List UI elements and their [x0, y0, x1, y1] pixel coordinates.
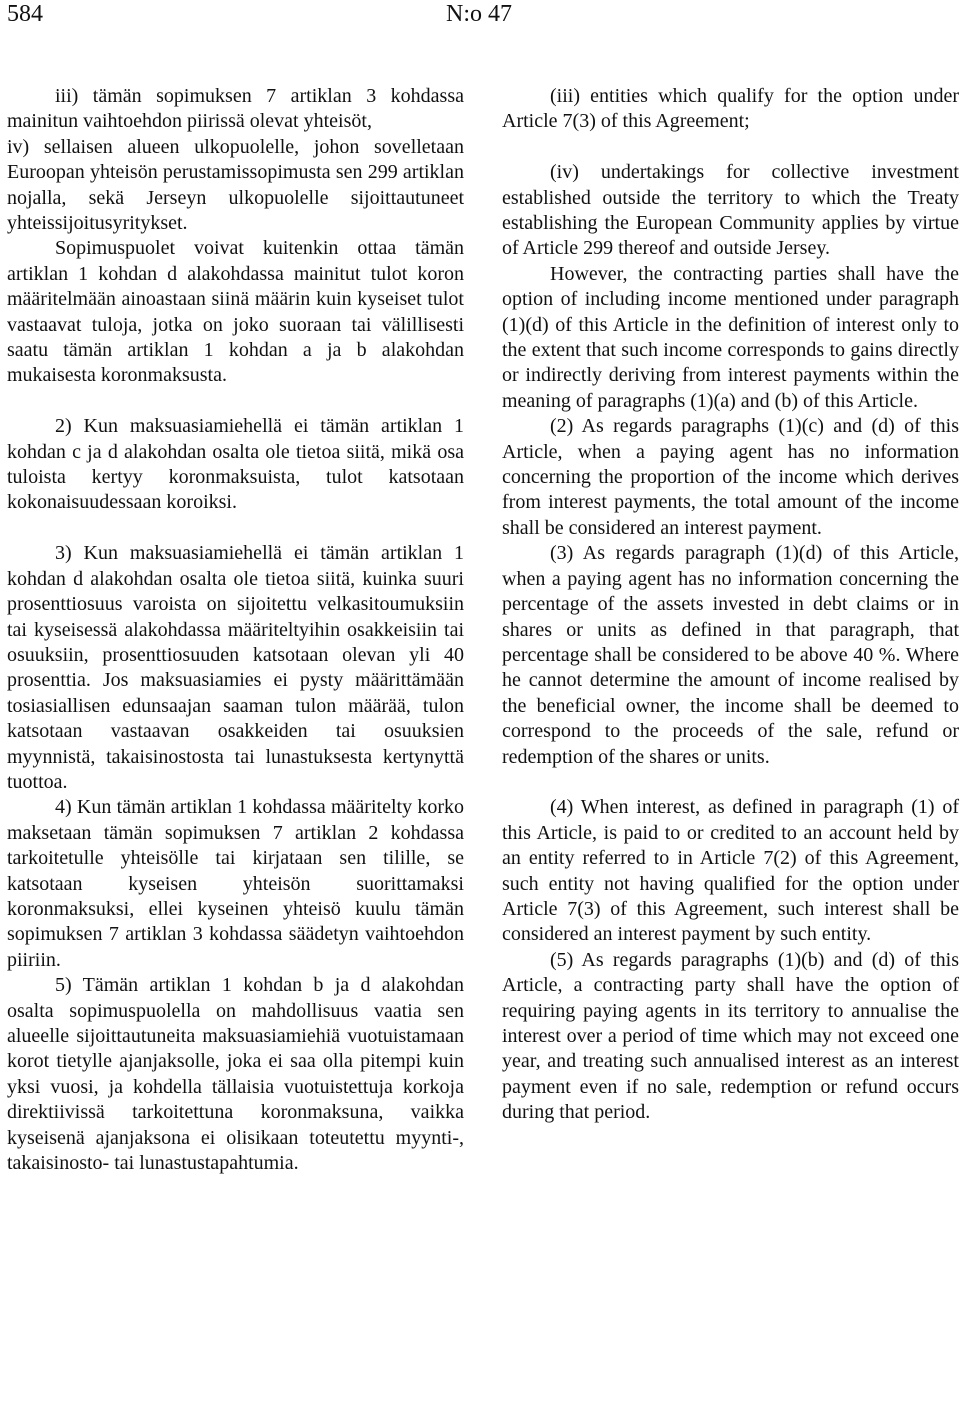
finnish-paragraph: 3) Kun maksuasiamiehellä ei tämän artiklan 1 kohdan d alakohdan osalta ole tietoa siitä, kuinka suuri prosenttiosuus varoista on sijoitettu velkasitoumuksiin tai kyseisessä alakohdassa määriteltyihin osakkeisiin tai osuuksiin, prosenttiosuuden katsotaan olevan yli 40 prosenttia. Jos maksuasiamies ei pysty määrittämään tosiasiallisen edunsaajan saaman tulon määrää, tulon katsotaan vastaavan osakkeiden tai osuuksien myynnistä, takaisinostosta tai lunastuksesta kertynyttä tuottoa.	[7, 542, 464, 793]
english-paragraph: However, the contracting parties shall have the option of including income mentioned under paragraph (1)(d) of this Article in the definition of interest only to the extent that such income corresponds to gains directly or indirectly deriving from interest payments within the meaning of paragraphs (1)(a) and (b) of this Article.	[502, 262, 959, 412]
english-column	[502, 84, 959, 1126]
finnish-paragraph: iv) sellaisen alueen ulkopuolelle, johon sovelletaan Euroopan yhteisön perustamissopimusta sen 299 artiklan nojalla, sekä Jerseyn ulkopuolelle sijoittautuneet yhteissijoitusyritykset.	[7, 135, 464, 235]
journal-number: N:o 47	[446, 1, 512, 27]
finnish-paragraph: Sopimuspuolet voivat kuitenkin ottaa tämän artiklan 1 kohdan d alakohdassa mainitut tulot koron määritelmään ainoastaan siinä määrin kuin kyseiset tulot vastaavat tuloja, jotka on joko suoraan tai välillisesti saatu tämän artiklan 1 kohdan a ja b alakohdan mukaisesta koronmaksusta.	[7, 237, 464, 387]
finnish-paragraph: iii) tämän sopimuksen 7 artiklan 3 kohdassa mainitun vaihtoehdon piirissä olevat yhteisöt,	[7, 85, 464, 133]
finnish-column	[7, 84, 464, 1176]
english-paragraph: (4) When interest, as defined in paragraph (1) of this Article, is paid to or credited to an account held by an entity referred to in Article 7(2) of this Agreement, such entity not having qualified for the option under Article 7(3) of this Agreement, such interest shall be considered an interest payment by such entity.	[502, 796, 959, 946]
finnish-paragraph: 2) Kun maksuasiamiehellä ei tämän artiklan 1 kohdan c ja d alakohdan osalta ole tietoa siitä, mikä osa tuloista kertyy koronmaksuista, tulot katsotaan kokonaisuudessaan koroiksi.	[7, 415, 464, 514]
page-number: 584	[7, 1, 43, 27]
finnish-paragraph: 4) Kun tämän artiklan 1 kohdassa määritelty korko maksetaan tämän sopimuksen 7 artiklan 2 kohdassa tarkoitetulle yhteisölle tai kirjataan sen tilille, se katsotaan kyseisen yhteisön suorittamaksi koronmaksuksi, ellei kyseinen yhteisö kuulu tämän sopimuksen 7 artiklan 3 kohdassa säädetyn vaihtoehdon piiriin.	[7, 796, 464, 971]
english-paragraph: (5) As regards paragraphs (1)(b) and (d) of this Article, a contracting party shall have the option of requiring paying agents in its territory to annualise the interest over a period of time which may not exceed one year, and treating such annualised interest as an interest payment even if no sale, redemption or refund occurs during that period.	[502, 948, 959, 1124]
english-paragraph: (3) As regards paragraph (1)(d) of this Article, when a paying agent has no information concerning the percentage of the assets invested in debt claims or in shares or units as defined in that paragraph, that percentage shall be considered to be above 40 %. Where he cannot determine the amount of income realised by the beneficial owner, the income shall be deemed to correspond to the proceeds of the sale, refund or redemption of the shares or units.	[502, 542, 959, 768]
english-paragraph: (2) As regards paragraphs (1)(c) and (d) of this Article, when a paying agent has no information concerning the proportion of the income which derives from interest payments, the total amount of the income shall be considered an interest payment.	[502, 415, 959, 539]
finnish-paragraph: 5) Tämän artiklan 1 kohdan b ja d alakohdan osalta sopimuspuolella on mahdollisuus vaatia sen alueelle sijoittautuneita maksuasiamiehiä vuotuistamaan korot tietylle ajanjaksolle, joka ei saa olla pitempi kuin yksi vuosi, ja kohdella tällaisia vuotuistettuja korkoja direktiivissä tarkoitettuna koronmaksuna, vaikka kyseisenä ajanjaksona ei olisikaan toteutettu myynti-, takaisinosto- tai lunastustapahtumia.	[7, 974, 464, 1175]
english-paragraph: (iii) entities which qualify for the option under Article 7(3) of this Agreement;	[502, 85, 959, 133]
english-paragraph: (iv) undertakings for collective investment established outside the territory to which the Treaty establishing the European Community applies by virtue of Article 299 thereof and outside Jersey.	[502, 161, 959, 260]
page-header	[0, 0, 960, 30]
